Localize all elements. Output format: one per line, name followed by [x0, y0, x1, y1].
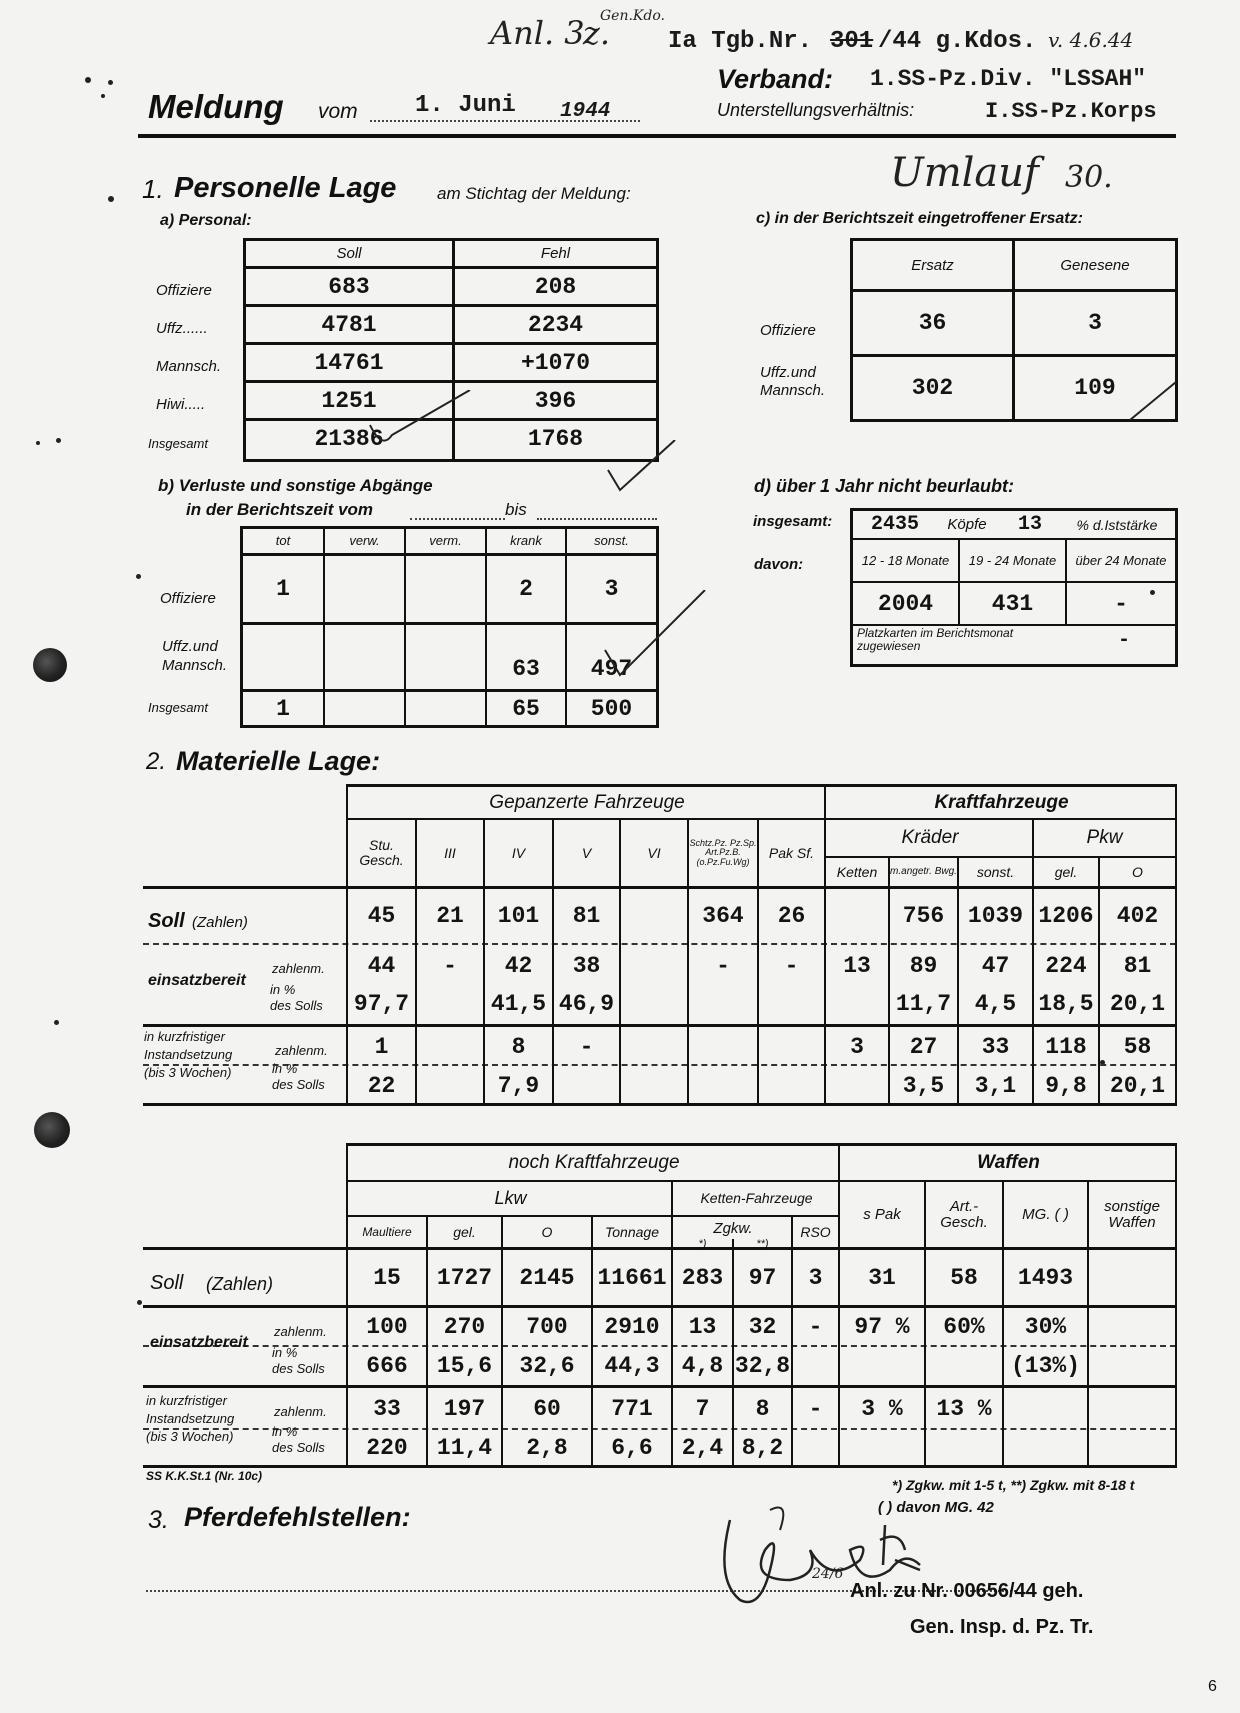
table3-col-header: Art.- Gesch.	[940, 1197, 988, 1231]
verluste-cell: 63	[512, 656, 540, 682]
page-number: 6	[1208, 1678, 1217, 1695]
personal-soll-mannsch: 14761	[314, 349, 384, 376]
mat-kurz-pct-cell	[759, 1068, 824, 1103]
des-solls-label: des Solls	[272, 1077, 325, 1092]
mat-kurz-pct-cell: 22	[367, 1072, 396, 1099]
mat-kurz-num-cell	[759, 1030, 824, 1064]
table3-col-header: RSO	[800, 1223, 831, 1240]
subgroup-kraeder: Kräder	[901, 827, 959, 848]
form-title: Meldung	[148, 88, 284, 125]
mat-kurz-num-cell: 118	[1045, 1034, 1087, 1060]
table3-bottom	[143, 1465, 1176, 1468]
mat-row-dash	[143, 943, 1176, 945]
mat-soll-cell	[621, 890, 687, 942]
section2-title: Materielle Lage:	[176, 746, 381, 776]
speck	[54, 1020, 59, 1025]
table3-kurz-num-cell: 60	[533, 1396, 561, 1422]
table3-einsatz-num-cell: 32	[748, 1313, 777, 1340]
in-pct-label: in %	[272, 1061, 298, 1076]
table3-kurz-pct-cell	[840, 1430, 924, 1465]
handnote-z: z.	[583, 14, 611, 52]
unterstellung-value: I.SS-Pz.Korps	[985, 99, 1157, 124]
verluste-header-tot: tot	[275, 533, 291, 549]
table3-soll-cell: 97	[748, 1264, 777, 1291]
section2-number: 2.	[146, 748, 167, 775]
table3-kurz-pct-cell	[926, 1430, 1002, 1465]
mat-col-header: Ketten	[836, 863, 878, 880]
kurz-label: Instandsetzung	[144, 1047, 233, 1062]
speck	[56, 438, 61, 443]
ersatz-label: c) in der Berichtszeit eingetroffener Ersatz:	[756, 210, 1083, 227]
urlaub-value-ueber-24: -	[1114, 590, 1128, 617]
initial-signature	[875, 1520, 935, 1580]
table3-col-header: *)	[698, 1237, 707, 1250]
mat-kurz-num-cell	[417, 1030, 483, 1064]
table3-einsatz-pct-cell: 666	[366, 1353, 408, 1379]
table3-col-header: Tonnage	[605, 1223, 659, 1240]
footnote-zgkw: *) Zgkw. mit 1-5 t, **) Zgkw. mit 8-18 t	[892, 1477, 1135, 1493]
table3-col-header: **)	[756, 1237, 769, 1250]
table3-einsatz-num-cell: 97 %	[854, 1313, 910, 1340]
signature-date: 24/6	[812, 1566, 844, 1582]
urlaub-koepfe: Köpfe	[947, 516, 987, 533]
table3-soll-cell: 11661	[597, 1264, 667, 1291]
urlaub-total: 2435	[870, 513, 919, 536]
subgroup-pkw: Pkw	[1086, 827, 1123, 848]
speck	[108, 80, 113, 85]
mat-kurz-num-cell: 8	[511, 1034, 526, 1060]
report-date: 1. Juni	[415, 92, 516, 119]
ersatz-header: Ersatz	[911, 256, 954, 274]
group-gepanzerte: Gepanzerte Fahrzeuge	[489, 791, 685, 813]
mat-soll-cell: 101	[497, 903, 540, 929]
urlaub-value-12-18: 2004	[877, 590, 934, 617]
table3-einsatz-num-cell: 2910	[604, 1313, 660, 1340]
personal-row-label: Hiwi.....	[156, 396, 206, 413]
table3-kurz-num-cell: 33	[373, 1396, 401, 1422]
table3-kurz-num-cell: 7	[695, 1396, 710, 1422]
mat-einsatz-num-cell: 13	[843, 953, 871, 979]
table3-soll-cell: 15	[373, 1264, 401, 1291]
zahlenm-label: zahlenm.	[272, 961, 325, 976]
header-rule	[138, 134, 1176, 138]
table3-einsatz-pct-cell: 44,3	[604, 1353, 660, 1379]
table3-col-divider	[1175, 1143, 1177, 1468]
verluste-to-line	[537, 518, 657, 520]
table3-col-header: s Pak	[863, 1205, 901, 1223]
table3-einsatz-num-cell: -	[808, 1313, 823, 1340]
check-mark	[600, 440, 680, 500]
soll-label: Soll	[150, 1272, 184, 1294]
handwritten-date: v. 4.6.44	[1048, 28, 1134, 52]
ersatz-uffz-mannsch: 302	[911, 375, 954, 401]
section3-number: 3.	[148, 1506, 169, 1534]
mat-kurz-num-cell: 3	[850, 1034, 864, 1060]
in-pct-label: in %	[272, 1345, 298, 1360]
mat-kurz-pct-cell: 9,8	[1045, 1072, 1087, 1099]
verluste-from-line	[410, 518, 505, 520]
check-mark	[360, 390, 480, 460]
mat-einsatz-num-cell: 38	[572, 953, 601, 979]
table3-kurz-num-cell: 3 %	[861, 1396, 903, 1422]
mat-einsatz-num-cell: 42	[504, 953, 533, 979]
table3-kurz-pct-cell: 220	[366, 1434, 408, 1461]
table3-einsatz-num-cell: 30%	[1024, 1313, 1067, 1340]
soll-label: Soll	[148, 910, 185, 932]
personal-fehl-offiziere: 208	[534, 273, 577, 300]
tgb-label: Ia Tgb.Nr.	[668, 28, 813, 55]
table3-einsatz-num-cell: 100	[366, 1313, 408, 1340]
handnote-anl: Anl. 3	[490, 14, 585, 52]
mat-einsatz-pct-cell	[417, 985, 483, 1023]
mat-kurz-pct-cell	[826, 1068, 888, 1103]
urlaub-davon-label: davon:	[754, 556, 804, 573]
mat-einsatz-num-cell: 81	[1123, 953, 1152, 979]
mat-einsatz-pct-cell: 18,5	[1038, 991, 1094, 1017]
mat-einsatz-num-cell	[621, 947, 687, 985]
group-waffen: Waffen	[977, 1152, 1040, 1173]
footnote-mg: ( ) davon MG. 42	[878, 1499, 994, 1516]
inspection-office: Gen. Insp. d. Pz. Tr.	[910, 1616, 1094, 1638]
table3-kurz-pct-cell: 6,6	[611, 1434, 653, 1461]
table3-mid-rule	[143, 1385, 1176, 1388]
verluste-period-label: in der Berichtszeit vom	[186, 500, 374, 519]
speck	[36, 441, 40, 445]
verluste-cell: 65	[512, 695, 540, 722]
mat-einsatz-pct-cell: 20,1	[1109, 991, 1166, 1017]
table3-einsatz-num-cell	[1089, 1308, 1175, 1345]
platzkarten-value: -	[1118, 629, 1131, 652]
section1-subtitle: am Stichtag der Meldung:	[437, 184, 631, 203]
verluste-row-label: Uffz.und Mannsch.	[162, 638, 228, 674]
mat-einsatz-num-cell: 47	[981, 953, 1010, 979]
urlaub-pct: 13	[1017, 513, 1042, 536]
table3-kurz-pct-cell: 2,8	[526, 1434, 568, 1461]
mat-einsatz-pct-cell: 97,7	[353, 991, 410, 1017]
mat-kurz-num-cell: 33	[981, 1034, 1010, 1060]
check-mark	[1128, 380, 1178, 425]
tgb-suffix: /44 g.Kdos.	[878, 28, 1037, 55]
table3-soll-cell: 58	[950, 1264, 978, 1291]
personal-header-soll: Soll	[336, 245, 362, 262]
verluste-header-verw: verw.	[349, 533, 380, 549]
verluste-cell: 3	[604, 576, 619, 602]
table3-col-header: sonstige Waffen	[1104, 1197, 1160, 1231]
mat-soll-cell: 364	[702, 903, 744, 929]
personal-row-label: Mannsch.	[156, 358, 222, 375]
verluste-row-label: Offiziere	[160, 590, 216, 607]
table3-kurz-num-cell: 8	[755, 1396, 770, 1422]
des-solls-label: des Solls	[272, 1361, 325, 1376]
table3-einsatz-num-cell: 270	[443, 1313, 486, 1340]
mat-einsatz-pct-cell	[621, 985, 687, 1023]
table3-einsatz-num-cell: 60%	[943, 1313, 985, 1340]
soll-sub: (Zahlen)	[206, 1274, 274, 1294]
mat-kurz-num-cell: 27	[909, 1034, 938, 1060]
mat-table-bottom	[143, 1103, 1176, 1106]
zahlenm-label: zahlenm.	[275, 1043, 328, 1058]
table3-col-header: MG. ( )	[1022, 1205, 1069, 1223]
mat-col-header: sonst.	[976, 863, 1015, 880]
verluste-cell	[406, 692, 485, 725]
personal-header-fehl: Fehl	[540, 245, 571, 262]
personal-row-label: Uffz......	[156, 320, 208, 337]
mat-soll-cell: 756	[902, 903, 945, 929]
subgroup-ketten: Ketten-Fahrzeuge	[700, 1190, 813, 1207]
mat-table-header-rule	[143, 886, 1176, 889]
zahlenm-label: zahlenm.	[274, 1404, 327, 1419]
mat-kurz-num-cell: 58	[1123, 1034, 1152, 1060]
attachment-reference: Anl. zu Nr. 00656/44 geh.	[850, 1580, 1084, 1602]
mat-einsatz-pct-cell: 4,5	[974, 991, 1017, 1017]
speck	[108, 196, 114, 202]
mat-col-header: m.angetr. Bwg.	[890, 865, 957, 877]
kurz-label: in kurzfristiger	[144, 1029, 225, 1044]
des-solls-label: des Solls	[270, 998, 323, 1013]
zahlenm-label: zahlenm.	[274, 1324, 327, 1339]
speck	[137, 1300, 142, 1305]
in-pct-label: in %	[272, 1424, 298, 1439]
kurz-label: Instandsetzung	[146, 1411, 235, 1426]
verluste-header-krank: krank	[510, 533, 542, 549]
handwritten-umlauf: Umlauf	[890, 150, 1039, 196]
urlaub-insgesamt-label: insgesamt:	[753, 513, 833, 530]
mat-col-header: gel.	[1054, 863, 1078, 880]
urlaub-header-ueber-24: über 24 Monate	[1075, 552, 1167, 568]
table3-einsatz-pct-cell	[840, 1347, 924, 1385]
vom-label: vom	[318, 100, 358, 123]
handwritten-umlauf-number: 30.	[1065, 160, 1113, 195]
mat-einsatz-num-cell: 224	[1045, 953, 1087, 979]
table3-kurz-pct-cell: 8,2	[741, 1434, 784, 1461]
mat-kurz-pct-cell: 3,1	[974, 1072, 1017, 1099]
mat-soll-cell: 45	[367, 903, 396, 929]
mat-kurz-num-cell	[621, 1030, 687, 1064]
report-year: 1944	[560, 100, 611, 123]
tgb-number: 301	[830, 28, 874, 55]
table3-kurz-num-cell	[1089, 1390, 1175, 1428]
soll-sub: (Zahlen)	[192, 914, 248, 931]
mat-row-dash	[143, 1064, 1176, 1066]
mat-soll-cell: 1206	[1038, 903, 1094, 929]
mat-col-header: IV	[511, 844, 526, 861]
des-solls-label: des Solls	[272, 1440, 325, 1455]
mat-col-header: V	[581, 844, 592, 861]
verluste-header-verm: verm.	[429, 533, 462, 549]
table3-einsatz-pct-cell: 15,6	[436, 1353, 493, 1379]
verluste-cell	[325, 692, 404, 725]
section1-title: Personelle Lage	[174, 172, 397, 204]
table3-soll-cell: 1493	[1017, 1264, 1074, 1291]
genesene-offiziere: 3	[1088, 310, 1102, 336]
mat-soll-cell: 21	[436, 903, 464, 929]
urlaub-header-12-18: 12 - 18 Monate	[861, 552, 950, 568]
verluste-cell: 1	[276, 576, 290, 602]
mat-einsatz-num-cell: -	[784, 953, 799, 979]
urlaub-header-19-24: 19 - 24 Monate	[968, 552, 1057, 568]
mat-soll-cell: 402	[1116, 903, 1159, 929]
verluste-cell	[325, 625, 404, 689]
table3-kurz-num-cell: -	[808, 1396, 823, 1422]
personal-soll-uffz: 4781	[321, 311, 377, 338]
table3-kurz-num-cell: 197	[443, 1396, 486, 1422]
kurz-label: (bis 3 Wochen)	[144, 1065, 232, 1080]
mat-kurz-num-cell: -	[579, 1034, 594, 1060]
personal-label: a) Personal:	[160, 212, 252, 229]
table3-soll-cell	[1089, 1250, 1175, 1305]
verband-value: 1.SS-Pz.Div. "LSSAH"	[870, 66, 1147, 92]
mat-einsatz-num-cell: 44	[367, 953, 396, 979]
genesene-header: Genesene	[1060, 256, 1130, 274]
table3-einsatz-pct-cell: (13%)	[1010, 1353, 1080, 1379]
table3-col-header: Maultiere	[362, 1224, 412, 1239]
subgroup-lkw: Lkw	[494, 1188, 527, 1208]
mat-einsatz-pct-cell: 46,9	[558, 991, 615, 1017]
table3-kurz-pct-cell	[1089, 1430, 1175, 1465]
ersatz-row-label: Uffz.und Mannsch.	[760, 364, 826, 399]
table3-soll-cell: 31	[868, 1264, 896, 1291]
table3-soll-cell: 283	[681, 1264, 724, 1291]
mat-einsatz-num-cell: 89	[909, 953, 938, 979]
table3-einsatz-num-cell: 13	[688, 1313, 717, 1340]
mat-kurz-pct-cell	[417, 1068, 483, 1103]
table3-kurz-pct-cell: 2,4	[681, 1434, 724, 1461]
group-noch-kfz: noch Kraftfahrzeuge	[508, 1152, 680, 1173]
verluste-header-sonst: sonst.	[594, 533, 629, 549]
urlaub-table	[850, 508, 1178, 667]
verluste-cell: 497	[590, 656, 633, 682]
table3-einsatz-pct-cell	[1089, 1347, 1175, 1385]
mat-soll-cell: 1039	[967, 903, 1024, 929]
verluste-cell	[406, 556, 485, 622]
subgroup-zgkw: Zgkw.	[713, 1219, 753, 1237]
table3-einsatz-pct-cell: 32,6	[519, 1353, 575, 1379]
table3-soll-cell: 1727	[436, 1264, 493, 1291]
mat-kurz-num-cell: 1	[374, 1034, 389, 1060]
personal-row-label: Offiziere	[156, 282, 212, 299]
urlaub-value-19-24: 431	[991, 590, 1034, 617]
table3-kurz-num-cell: 13 %	[936, 1396, 992, 1422]
kurz-label: in kurzfristiger	[146, 1393, 227, 1408]
in-pct-label: in %	[270, 982, 296, 997]
verluste-bis: bis	[505, 500, 527, 519]
table3-kurz-num-cell: 771	[611, 1396, 653, 1422]
mat-einsatz-pct-cell	[689, 985, 757, 1023]
verluste-table	[240, 526, 659, 728]
mat-col-header: VI	[647, 844, 661, 861]
personal-fehl-uffz: 2234	[527, 311, 584, 338]
mat-soll-cell: 81	[572, 903, 601, 929]
verluste-cell	[406, 625, 485, 689]
kurz-label: (bis 3 Wochen)	[146, 1429, 234, 1444]
platzkarten-label: Platzkarten im Berichtsmonat zugewiesen	[857, 626, 1014, 653]
section1-number: 1.	[142, 174, 164, 204]
verluste-cell	[243, 625, 323, 689]
table3-einsatz-pct-cell: 32,8	[734, 1353, 791, 1379]
punch-hole-bottom	[34, 1112, 70, 1148]
mat-col-header: Pak Sf.	[768, 844, 815, 861]
check-mark	[600, 590, 710, 680]
mat-einsatz-pct-cell	[826, 985, 888, 1023]
group-kraftfahrzeuge: Kraftfahrzeuge	[934, 791, 1069, 813]
genesene-uffz-mannsch: 109	[1074, 375, 1116, 401]
speck	[136, 574, 141, 579]
personal-row-label: Insgesamt	[148, 436, 208, 451]
ersatz-offiziere: 36	[918, 310, 947, 336]
verluste-cell: 2	[519, 576, 533, 602]
table3-einsatz-pct-cell	[793, 1347, 838, 1385]
mat-col-header: III	[444, 844, 456, 861]
mat-table-mid-rule	[143, 1024, 1176, 1027]
section3-title: Pferdefehlstellen:	[184, 1502, 411, 1532]
mat-einsatz-pct-cell: 41,5	[490, 991, 547, 1017]
handnote-genkdo: Gen.Kdo.	[600, 8, 665, 24]
verluste-row-label: Insgesamt	[148, 700, 208, 715]
table3-kurz-pct-cell: 11,4	[436, 1434, 493, 1461]
table3-einsatz-pct-cell	[926, 1347, 1002, 1385]
personal-fehl-insgesamt: 1768	[527, 425, 584, 452]
form-reference: SS K.K.St.1 (Nr. 10c)	[146, 1469, 263, 1483]
table3-soll-cell: 2145	[519, 1264, 575, 1291]
mat-kurz-pct-cell: 3,5	[902, 1072, 945, 1099]
table3-col-header: gel.	[453, 1223, 476, 1240]
mat-einsatz-pct-cell	[759, 985, 824, 1023]
ersatz-row-label: Offiziere	[760, 322, 816, 339]
mat-einsatz-num-cell: -	[716, 953, 730, 979]
personal-soll-offiziere: 683	[328, 273, 370, 300]
personal-fehl-mannsch: +1070	[520, 349, 590, 376]
verband-label: Verband:	[717, 64, 834, 94]
personal-soll-insgesamt: 21386	[314, 425, 384, 452]
mat-kurz-pct-cell	[621, 1068, 687, 1103]
mat-kurz-pct-cell: 7,9	[497, 1072, 540, 1099]
table3-einsatz-num-cell: 700	[526, 1313, 568, 1340]
speck	[101, 94, 105, 98]
verluste-cell: 1	[276, 695, 290, 722]
personal-soll-hiwi: 1251	[321, 387, 377, 414]
einsatz-label: einsatzbereit	[148, 972, 246, 989]
urlaub-pct-label: % d.Iststärke	[1076, 516, 1158, 533]
urlaub-label: d) über 1 Jahr nicht beurlaubt:	[754, 476, 1015, 496]
mat-col-header: Stu. Gesch.	[359, 837, 404, 868]
verluste-cell	[325, 556, 404, 622]
table3-soll-cell: 3	[808, 1264, 823, 1291]
table3-kurz-num-cell	[1004, 1390, 1087, 1428]
speck	[85, 77, 91, 83]
mat-einsatz-num-cell: -	[443, 953, 457, 979]
punch-hole-top	[33, 648, 67, 682]
einsatz-label: einsatzbereit	[150, 1334, 248, 1351]
mat-kurz-pct-cell: 20,1	[1109, 1072, 1166, 1099]
verluste-cell: 500	[590, 695, 633, 722]
mat-kurz-pct-cell	[554, 1068, 619, 1103]
table3-col-header: O	[541, 1223, 553, 1240]
mat-soll-cell	[826, 890, 888, 942]
mat-kurz-pct-cell	[689, 1068, 757, 1103]
table3-einsatz-pct-cell: 4,8	[681, 1353, 724, 1379]
mat-col-header: O	[1132, 863, 1143, 880]
table3-kurz-pct-cell	[793, 1430, 838, 1465]
personal-fehl-hiwi: 396	[534, 387, 577, 414]
verluste-label: b) Verluste und sonstige Abgänge	[158, 476, 433, 495]
mat-kurz-num-cell	[689, 1030, 757, 1064]
mat-einsatz-pct-cell: 11,7	[895, 991, 952, 1017]
mat-soll-cell: 26	[777, 903, 806, 929]
mat-col-header: Schtz.Pz. Pz.Sp. Art.Pz.B. (o.Pz.Fu.Wg)	[689, 837, 757, 867]
unterstellung-label: Unterstellungsverhältnis:	[717, 100, 915, 120]
table3-kurz-pct-cell	[1004, 1430, 1087, 1465]
